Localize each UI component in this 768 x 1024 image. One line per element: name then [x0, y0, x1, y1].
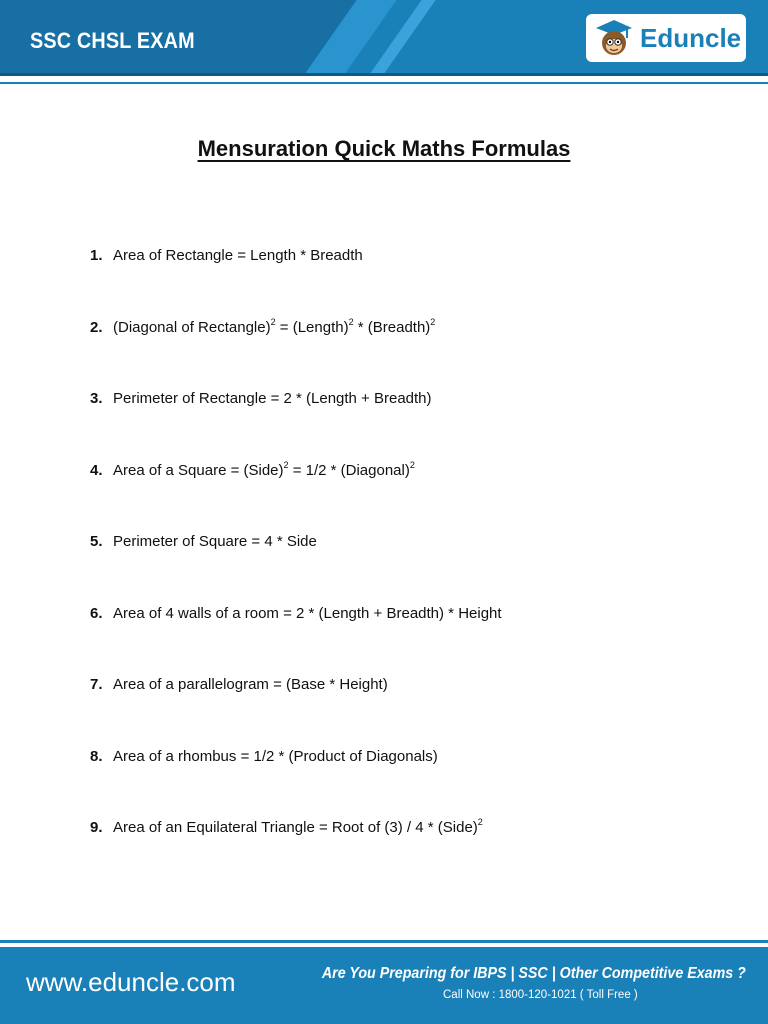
- formula-number: 4.: [90, 461, 103, 479]
- superscript: 2: [430, 316, 436, 327]
- header-divider: [0, 82, 768, 84]
- formula-item: [90, 533, 502, 605]
- formula-text: Perimeter of Square = 4 * Side: [113, 533, 317, 550]
- footer-divider: [0, 940, 768, 943]
- superscript: 2: [477, 817, 483, 827]
- eduncle-logo[interactable]: [586, 14, 746, 62]
- formula-number: 6.: [90, 604, 103, 622]
- formula-item: [90, 748, 502, 820]
- superscript: 2: [270, 316, 276, 327]
- formula-number: 7.: [90, 676, 103, 693]
- formula-number: 1.: [90, 247, 103, 264]
- formula-item: [90, 316, 502, 391]
- superscript: 2: [348, 316, 354, 327]
- formula-item: [90, 390, 502, 462]
- formula-item: [90, 605, 502, 677]
- formula-item: [90, 459, 502, 534]
- formula-number: 2.: [90, 318, 103, 336]
- website-link[interactable]: www.eduncle.com: [26, 967, 236, 997]
- superscript: 2: [409, 459, 415, 470]
- formula-number: 5.: [90, 533, 103, 550]
- header-band: [0, 73, 768, 76]
- formula-item: [90, 247, 502, 319]
- formula-number: 9.: [90, 819, 103, 836]
- formula-list: [90, 247, 502, 891]
- page-title: Mensuration Quick Maths Formulas: [197, 136, 571, 161]
- formula-number: 8.: [90, 747, 103, 765]
- formula-text: Area of a rhombus = 1/2 * (Product of Diagonals): [113, 747, 438, 765]
- formula-text: Area of an Equilateral Triangle = Root of (3) / 4 * (Side)$^2$: [113, 817, 483, 836]
- formula-text: Perimeter of Rectangle = 2 * (Length + Breadth): [113, 390, 432, 407]
- page-footer: [0, 947, 768, 1024]
- formula-text: (Diagonal of Rectangle)$^2$ = (Length)$^2$ * (Breadth)$^2$: [113, 316, 436, 336]
- exam-title: SSC CHSL EXAM: [30, 28, 195, 53]
- call-info: Call Now : 1800-120-1021 ( Toll Free ): [443, 989, 638, 1001]
- formula-item: [90, 676, 502, 748]
- promo-text: Are You Preparing for IBPS | SSC | Other Competitive Exams ?: [321, 965, 746, 982]
- formula-number: 3.: [90, 390, 103, 407]
- formula-text: Area of a Square = (Side)$^2$ = 1/2 * (Diagonal)$^2$: [113, 459, 415, 479]
- mascot-icon: [592, 16, 636, 60]
- superscript: 2: [283, 459, 289, 470]
- formula-text: Area of a parallelogram = (Base * Height): [113, 676, 388, 693]
- formula-item: [90, 819, 502, 891]
- formula-text: Area of Rectangle = Length * Breadth: [113, 247, 363, 264]
- logo-text: Eduncle: [640, 22, 742, 53]
- formula-text: Area of 4 walls of a room = 2 * (Length + Breadth) * Height: [113, 604, 502, 622]
- page-header: [0, 0, 768, 76]
